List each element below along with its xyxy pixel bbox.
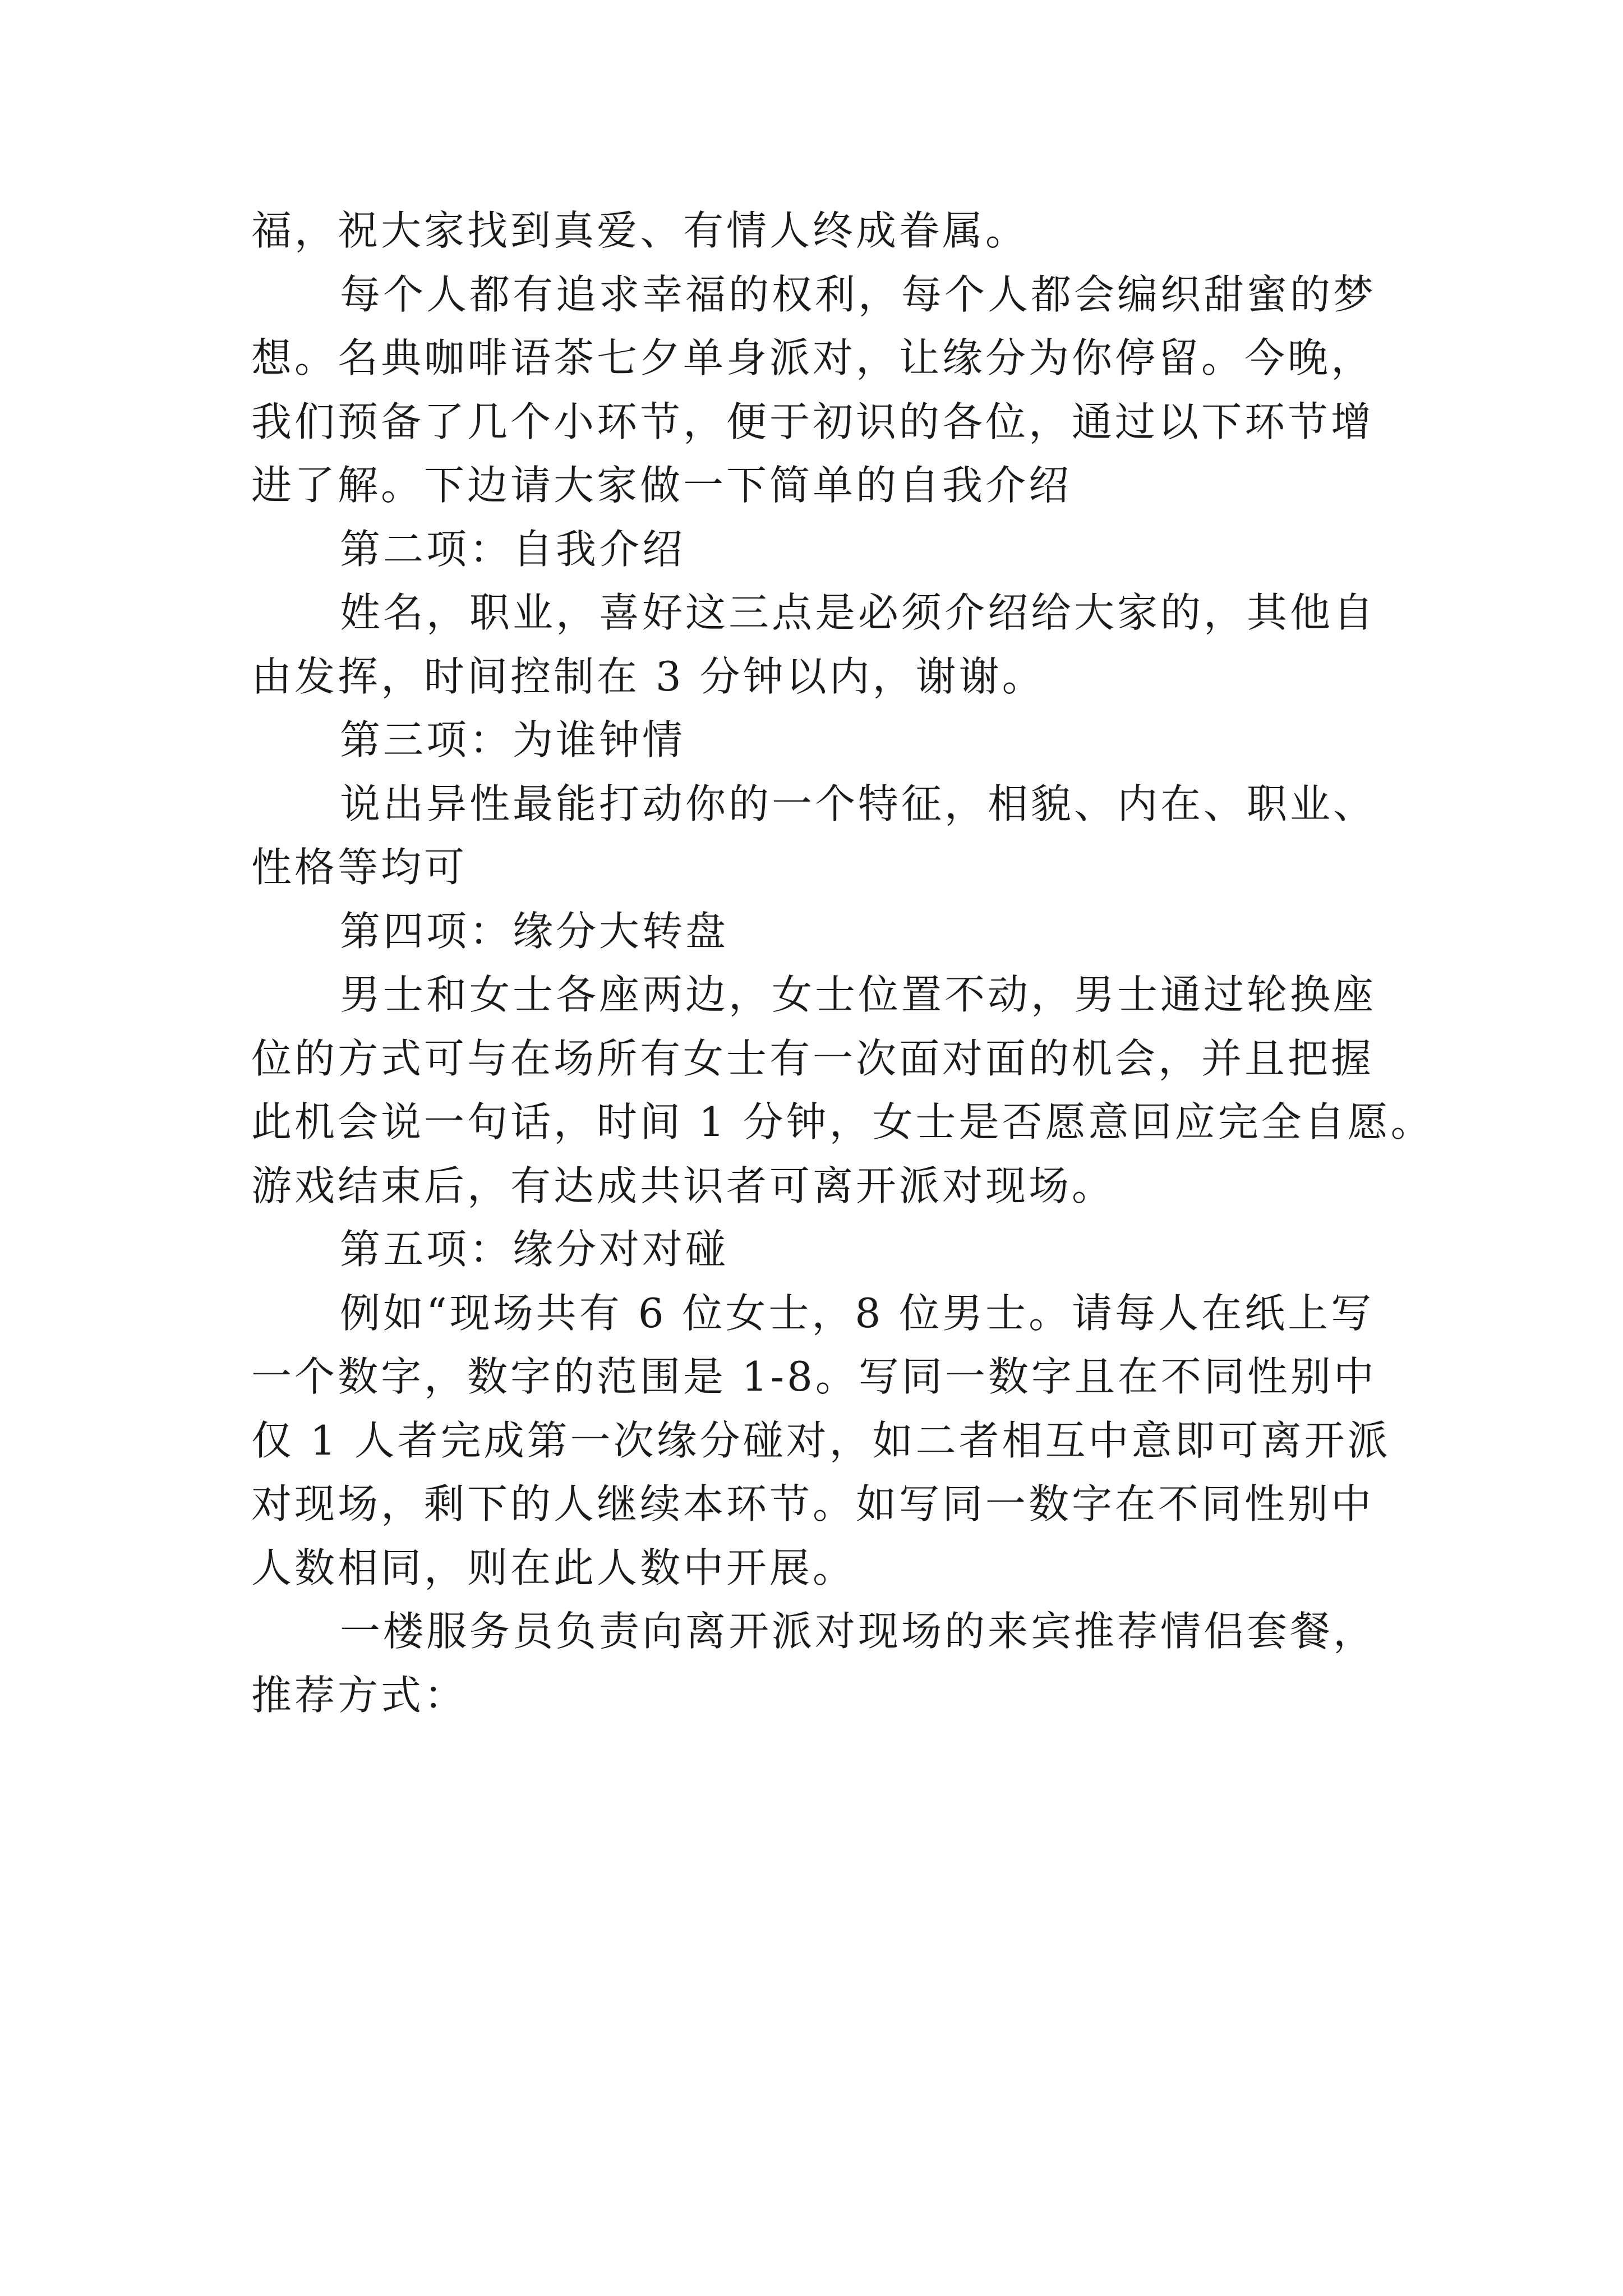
text-line: 说出异性最能打动你的一个特征，相貌、内在、职业、: [340, 780, 1377, 827]
body-text: [251, 199, 1434, 1727]
text-line: 我们预备了几个小环节，便于初识的各位，通过以下环节增: [251, 398, 1375, 445]
section-heading: 第三项：为谁钟情: [340, 716, 686, 763]
text-line: 每个人都有追求幸福的权利，每个人都会编织甜蜜的梦: [340, 270, 1377, 318]
text-line: 仅 1 人者完成第一次缘分碰对，如二者相互中意即可离开派: [251, 1416, 1391, 1464]
text-line: 姓名，职业，喜好这三点是必须介绍给大家的，其他自: [340, 589, 1377, 636]
text-line: 游戏结束后，有达成共识者可离开派对现场。: [251, 1162, 1115, 1209]
text-line: 例如“现场共有 6 位女士，8 位男士。请每人在纸上写: [340, 1289, 1375, 1337]
text-line: 人数相同，则在此人数中开展。: [251, 1544, 856, 1591]
text-line: 福，祝大家找到真爱、有情人终成眷属。: [251, 207, 1029, 254]
text-line: 推荐方式：: [251, 1671, 468, 1719]
text-line: 由发挥，时间控制在 3 分钟以内，谢谢。: [251, 652, 1045, 700]
text-line: 想。名典咖啡语茶七夕单身派对，让缘分为你停留。今晚，: [251, 334, 1375, 381]
text-line: 进了解。下边请大家做一下简单的自我介绍: [251, 462, 1072, 509]
text-line: 一个数字，数字的范围是 1-8。写同一数字且在不同性别中: [251, 1353, 1377, 1400]
text-line: 此机会说一句话，时间 1 分钟，女士是否愿意回应完全自愿。: [251, 1098, 1434, 1145]
section-heading: 第二项：自我介绍: [340, 525, 686, 573]
text-line: 位的方式可与在场所有女士有一次面对面的机会，并且把握: [251, 1034, 1375, 1082]
text-line: 性格等均可: [251, 844, 468, 891]
text-line: 男士和女士各座两边，女士位置不动，男士通过轮换座: [340, 971, 1377, 1018]
section-heading: 第五项：缘分对对碰: [340, 1226, 729, 1273]
section-heading: 第四项：缘分大转盘: [340, 907, 729, 955]
text-line: 对现场，剩下的人继续本环节。如写同一数字在不同性别中: [251, 1480, 1375, 1527]
text-line: 一楼服务员负责向离开派对现场的来宾推荐情侣套餐，: [340, 1608, 1377, 1655]
